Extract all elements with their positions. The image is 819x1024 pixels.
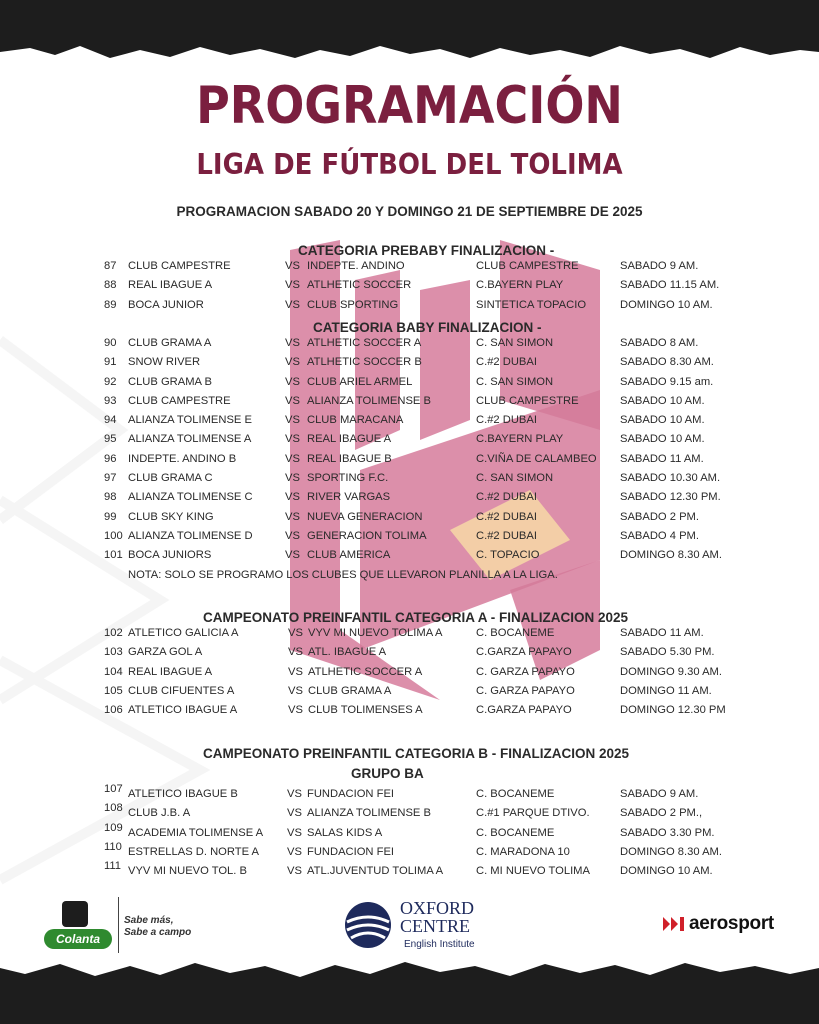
away-team: SPORTING F.C. <box>307 472 389 485</box>
match-time: SABADO 10.30 AM. <box>620 472 721 485</box>
match-time: SABADO 11 AM. <box>620 627 704 639</box>
vs-label: VS <box>288 704 303 717</box>
match-time: DOMINGO 9.30 AM. <box>620 665 722 678</box>
home-team: INDEPTE. ANDINO B <box>128 452 237 465</box>
vs-label: VS <box>285 452 300 465</box>
fixture-row <box>0 335 819 354</box>
fixture-row <box>0 783 819 805</box>
torn-paper-bottom <box>0 954 819 1024</box>
vs-label: VS <box>285 510 300 523</box>
match-number: 99 <box>104 510 117 523</box>
match-time: SABADO 9 AM. <box>620 788 699 800</box>
match-number: 93 <box>104 394 117 407</box>
away-team: CLUB SPORTING <box>307 298 399 311</box>
venue: C. GARZA PAPAYO <box>476 665 575 678</box>
vs-label: VS <box>285 337 300 349</box>
away-team: SALAS KIDS A <box>307 826 383 839</box>
fixture-row <box>0 277 819 296</box>
fixture-row <box>0 802 819 824</box>
section-title-preinfantil-a: CAMPEONATO PREINFANTIL CATEGORIA A - FINALIZACION 2025 <box>203 610 629 625</box>
venue: C. SAN SIMON <box>476 337 554 349</box>
away-team: ATLHETIC SOCCER B <box>307 356 422 369</box>
aerosport-wordmark: aerosport <box>689 913 774 934</box>
home-team: ACADEMIA TOLIMENSE A <box>128 826 264 839</box>
match-time: SABADO 12.30 PM. <box>620 491 721 504</box>
fixture-row <box>0 451 819 470</box>
home-team: ATLETICO GALICIA A <box>128 627 239 639</box>
away-team: RIVER VARGAS <box>307 491 391 504</box>
home-team: REAL IBAGUE A <box>128 279 213 292</box>
match-time: SABADO 5.30 PM. <box>620 646 715 659</box>
venue: SINTETICA TOPACIO <box>476 298 587 311</box>
colanta-wordmark: Colanta <box>44 929 112 949</box>
cow-icon <box>62 901 88 927</box>
fixture-row <box>0 489 819 508</box>
home-team: CLUB GRAMA A <box>128 337 212 349</box>
colanta-slogan <box>124 915 191 939</box>
home-team: BOCA JUNIORS <box>128 549 212 562</box>
colanta-logo <box>44 899 116 951</box>
vs-label: VS <box>285 260 300 272</box>
away-team: REAL IBAGUE B <box>307 452 392 465</box>
home-team: CLUB GRAMA C <box>128 472 213 485</box>
venue: C. SAN SIMON <box>476 472 554 485</box>
home-team: ALIANZA TOLIMENSE C <box>128 491 253 504</box>
away-team: ATLHETIC SOCCER A <box>307 337 422 349</box>
match-number: 107 <box>104 783 123 795</box>
oxford-tagline: English Institute <box>404 939 475 950</box>
oxford-line1: OXFORD <box>400 898 475 918</box>
fixture-row <box>0 374 819 393</box>
venue: C. BOCANEME <box>476 826 555 839</box>
home-team: CLUB CAMPESTRE <box>128 260 231 272</box>
vs-label: VS <box>288 627 303 639</box>
section-title-prebaby: CATEGORIA PREBABY FINALIZACION - <box>298 243 555 258</box>
fixture-row <box>0 509 819 528</box>
home-team: ATLETICO IBAGUE A <box>128 704 238 717</box>
match-number: 88 <box>104 279 117 292</box>
fixture-row <box>0 258 819 277</box>
match-number: 95 <box>104 433 117 446</box>
match-number: 102 <box>104 627 123 639</box>
venue: CLUB CAMPESTRE <box>476 260 579 272</box>
match-number: 100 <box>104 529 123 542</box>
vs-label: VS <box>287 865 302 878</box>
match-number: 97 <box>104 472 117 485</box>
fixture-row <box>0 683 819 702</box>
aerosport-play-icon <box>663 917 687 931</box>
prebaby-fixtures <box>0 258 819 316</box>
away-team: ALIANZA TOLIMENSE B <box>307 807 431 820</box>
match-time: SABADO 2 PM., <box>620 807 703 820</box>
vs-label: VS <box>288 684 303 697</box>
preinfantil-a-fixtures <box>0 625 819 721</box>
home-team: GARZA GOL A <box>128 646 203 659</box>
venue: C.#2 DUBAI <box>476 510 537 523</box>
fixture-row <box>0 470 819 489</box>
fixture-row <box>0 821 819 844</box>
venue: C. MARADONA 10 <box>476 845 570 858</box>
fixture-row <box>0 297 819 316</box>
home-team: CLUB CAMPESTRE <box>128 394 231 407</box>
away-team: GENERACION TOLIMA <box>307 529 427 542</box>
page-title: PROGRAMACIÓN <box>196 74 623 136</box>
oxford-wordmark <box>400 899 474 935</box>
match-number: 101 <box>104 549 123 562</box>
home-team: ESTRELLAS D. NORTE A <box>128 845 259 858</box>
vs-label: VS <box>285 279 300 292</box>
vs-label: VS <box>285 298 300 311</box>
match-number: 111 <box>104 860 122 873</box>
match-number: 89 <box>104 298 117 311</box>
match-time: DOMINGO 12.30 PM <box>620 704 726 717</box>
away-team: REAL IBAGUE A <box>307 433 392 446</box>
match-time: SABADO 9.15 am. <box>620 375 714 388</box>
oxford-line2: CENTRE <box>400 916 470 936</box>
vs-label: VS <box>287 807 302 820</box>
away-team: ATL. IBAGUE A <box>308 646 387 659</box>
group-title: GRUPO BA <box>351 766 424 781</box>
match-time: SABADO 8.30 AM. <box>620 356 714 369</box>
away-team: NUEVA GENERACION <box>307 510 423 523</box>
vs-label: VS <box>285 549 300 562</box>
fixture-row <box>0 840 819 863</box>
match-time: SABADO 10 AM. <box>620 433 705 446</box>
fixture-row <box>0 528 819 547</box>
match-time: SABADO 2 PM. <box>620 510 699 523</box>
venue: C. GARZA PAPAYO <box>476 684 575 697</box>
home-team: ALIANZA TOLIMENSE A <box>128 433 252 446</box>
home-team: BOCA JUNIOR <box>128 298 204 311</box>
vs-label: VS <box>285 433 300 446</box>
match-time: SABADO 11 AM. <box>620 452 704 465</box>
vs-label: VS <box>287 826 302 839</box>
match-number: 91 <box>104 356 117 369</box>
home-team: CLUB CIFUENTES A <box>128 684 235 697</box>
match-time: SABADO 4 PM. <box>620 529 699 542</box>
home-team: VYV MI NUEVO TOL. B <box>128 865 247 878</box>
vs-label: VS <box>287 845 302 858</box>
vs-label: VS <box>288 665 303 678</box>
match-number: 105 <box>104 684 123 697</box>
venue: CLUB CAMPESTRE <box>476 394 579 407</box>
match-number: 104 <box>104 665 123 678</box>
away-team: FUNDACION FEI <box>307 845 395 858</box>
match-time: DOMINGO 8.30 AM. <box>620 549 722 562</box>
fixture-row <box>0 412 819 431</box>
home-team: CLUB GRAMA B <box>128 375 212 388</box>
match-number: 87 <box>104 260 117 272</box>
venue: C.BAYERN PLAY <box>476 279 564 292</box>
home-team: ATLETICO IBAGUE B <box>128 788 238 800</box>
match-number: 110 <box>104 840 122 853</box>
schedule-date-line: PROGRAMACION SABADO 20 Y DOMINGO 21 DE SEPTIEMBRE DE 2025 <box>176 204 643 219</box>
fixture-row <box>0 702 819 721</box>
match-time: SABADO 11.15 AM. <box>620 279 720 292</box>
match-time: SABADO 9 AM. <box>620 260 699 272</box>
sponsor-divider <box>118 897 119 953</box>
torn-paper-top <box>0 0 819 70</box>
away-team: ALIANZA TOLIMENSE B <box>307 394 431 407</box>
fixture-row <box>0 860 819 882</box>
venue: C. SAN SIMON <box>476 375 554 388</box>
away-team: CLUB ARIEL ARMEL <box>307 375 413 388</box>
match-number: 92 <box>104 375 117 388</box>
match-time: DOMINGO 10 AM. <box>620 298 713 311</box>
venue: C.VIÑA DE CALAMBEO <box>476 452 597 465</box>
venue: C. TOPACIO <box>476 549 540 562</box>
vs-label: VS <box>285 529 300 542</box>
match-number: 106 <box>104 704 123 717</box>
match-number: 96 <box>104 452 117 465</box>
away-team: ATL.JUVENTUD TOLIMA A <box>307 865 444 878</box>
home-team: REAL IBAGUE A <box>128 665 213 678</box>
fixture-row <box>0 625 819 644</box>
oxford-globe-icon <box>343 900 393 950</box>
match-number: 109 <box>104 821 123 834</box>
match-time: DOMINGO 11 AM. <box>620 684 712 697</box>
fixture-row <box>0 644 819 663</box>
match-time: SABADO 3.30 PM. <box>620 826 715 839</box>
page-subtitle: LIGA DE FÚTBOL DEL TOLIMA <box>196 148 623 182</box>
home-team: ALIANZA TOLIMENSE E <box>128 414 252 427</box>
vs-label: VS <box>285 491 300 504</box>
away-team: ATLHETIC SOCCER <box>307 279 412 292</box>
home-team: CLUB J.B. A <box>128 807 191 820</box>
match-number: 103 <box>104 646 123 659</box>
venue: C.#2 DUBAI <box>476 529 537 542</box>
match-time: SABADO 10 AM. <box>620 394 705 407</box>
away-team: INDEPTE. ANDINO <box>307 260 405 272</box>
preinfantil-b-fixtures <box>0 783 819 882</box>
venue: C. BOCANEME <box>476 627 555 639</box>
away-team: CLUB TOLIMENSES A <box>308 704 423 717</box>
venue: C.#2 DUBAI <box>476 491 537 504</box>
match-time: DOMINGO 10 AM. <box>620 865 713 878</box>
home-team: CLUB SKY KING <box>128 510 214 523</box>
colanta-slogan-line1: Sabe más, <box>124 915 174 926</box>
fixture-row <box>0 393 819 412</box>
venue: C.GARZA PAPAYO <box>476 704 572 717</box>
venue: C. MI NUEVO TOLIMA <box>476 865 590 878</box>
vs-label: VS <box>285 472 300 485</box>
match-time: DOMINGO 8.30 AM. <box>620 845 722 858</box>
match-number: 94 <box>104 414 117 427</box>
home-team: ALIANZA TOLIMENSE D <box>128 529 253 542</box>
away-team: ATLHETIC SOCCER A <box>308 665 423 678</box>
match-time: SABADO 8 AM. <box>620 337 699 349</box>
section-title-baby: CATEGORIA BABY FINALIZACION - <box>313 320 542 335</box>
vs-label: VS <box>285 375 300 388</box>
fixture-row <box>0 547 819 566</box>
vs-label: VS <box>287 788 302 800</box>
venue: C.#1 PARQUE DTIVO. <box>476 807 590 820</box>
fixture-row <box>0 354 819 373</box>
vs-label: VS <box>288 646 303 659</box>
away-team: VYV MI NUEVO TOLIMA A <box>308 627 443 639</box>
away-team: CLUB AMERICA <box>307 549 391 562</box>
fixture-row <box>0 431 819 450</box>
vs-label: VS <box>285 394 300 407</box>
away-team: CLUB GRAMA A <box>308 684 392 697</box>
vs-label: VS <box>285 414 300 427</box>
venue: C.BAYERN PLAY <box>476 433 564 446</box>
vs-label: VS <box>285 356 300 369</box>
baby-fixtures <box>0 335 819 567</box>
home-team: SNOW RIVER <box>128 356 201 369</box>
venue: C.#2 DUBAI <box>476 356 537 369</box>
away-team: CLUB MARACANA <box>307 414 404 427</box>
match-number: 98 <box>104 491 117 504</box>
match-number: 90 <box>104 337 117 349</box>
section-title-preinfantil-b: CAMPEONATO PREINFANTIL CATEGORIA B - FINALIZACION 2025 <box>203 746 630 761</box>
sponsors-footer <box>0 895 819 955</box>
fixture-row <box>0 664 819 683</box>
venue: C.GARZA PAPAYO <box>476 646 572 659</box>
venue: C.#2 DUBAI <box>476 414 537 427</box>
baby-note: NOTA: SOLO SE PROGRAMO LOS CLUBES QUE LLEVARON PLANILLA A LA LIGA. <box>128 569 558 581</box>
colanta-slogan-line2: Sabe a campo <box>124 927 192 938</box>
venue: C. BOCANEME <box>476 788 555 800</box>
away-team: FUNDACION FEI <box>307 788 395 800</box>
match-number: 108 <box>104 802 123 815</box>
match-time: SABADO 10 AM. <box>620 414 705 427</box>
